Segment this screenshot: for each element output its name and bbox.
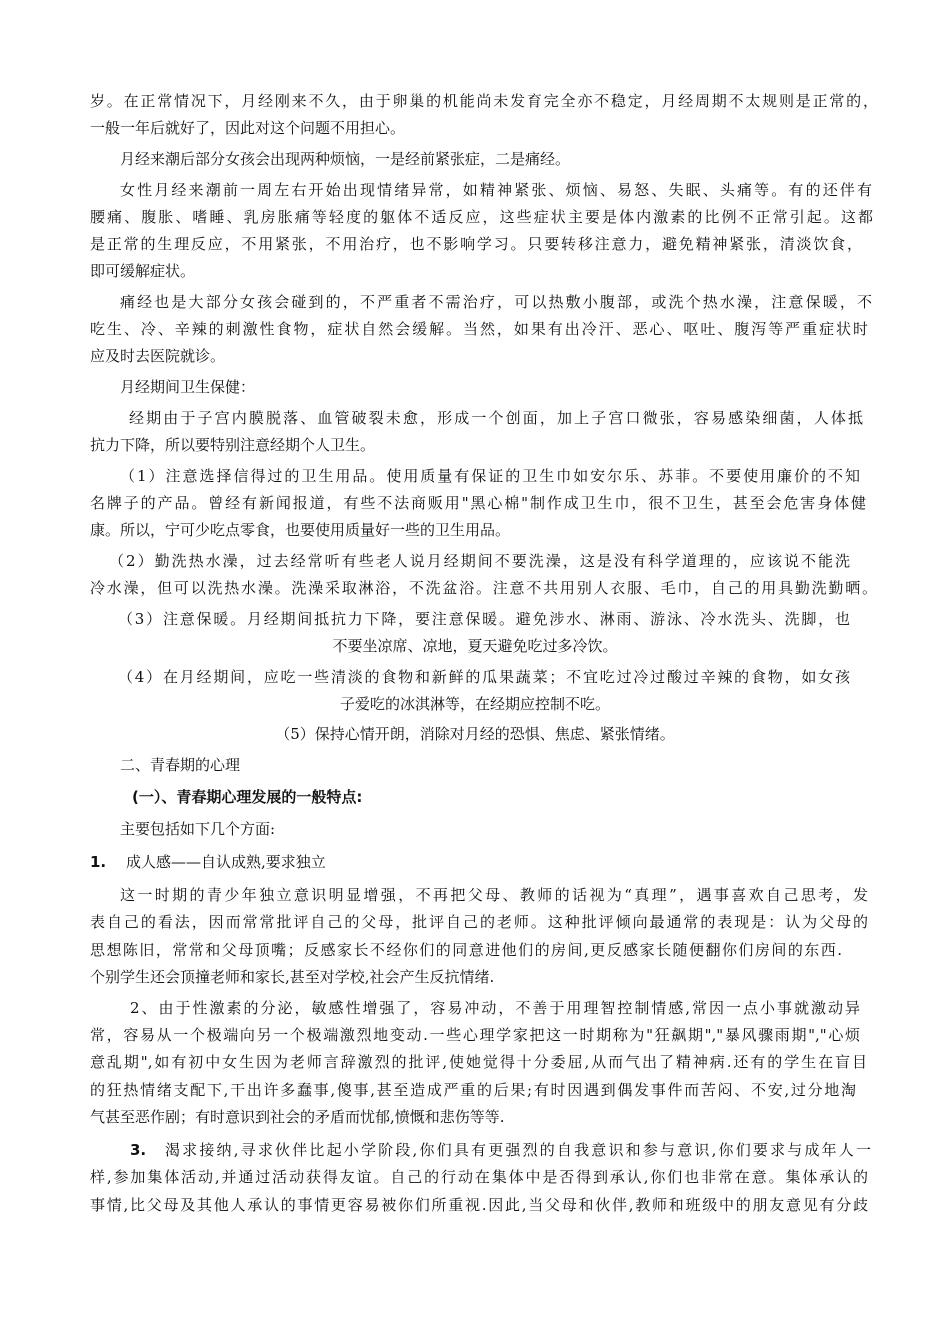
list-number: 1. [90,853,107,871]
text-line: 即可缓解症状。 [90,262,196,280]
text-line: 月经来潮后部分女孩会出现两种烦恼，一是经前紧张症，二是痛经。 [120,150,571,168]
text-line: 意乱期",如有初中女生因为老师言辞激烈的批评,使她觉得十分委屈,从而气出了精神病.还有的学生在盲目 [90,1053,867,1071]
text-line: 女性月经来潮前一周左右开始出现情绪异常，如精神紧张、烦恼、易怒、失眠、头痛等。有的还伴有 [120,181,872,199]
text-line: 样,参加集体活动,并通过活动获得友谊。自己的行动在集体中是否得到承认,你们也非常在意。集体承认的 [90,1168,868,1186]
text-line: 个别学生还会顶撞老师和家长,甚至对学校,社会产生反抗情绪. [90,968,495,986]
text-line: （4）在月经期间，应吃一些清淡的食物和新鲜的瓜果蔬菜；不宜吃过冷过酸过辛辣的食物，如女孩 [118,668,850,686]
text-line: 名牌子的产品。曾经有新闻报道，有些不法商贩用"黑心棉"制作成卫生巾，很不卫生，甚至会危害身体健 [90,494,866,512]
text-line: 常，容易从一个极端向另一个极端激烈地变动.一些心理学家把这一时期称为"狂飙期","暴风骤雨期","心烦 [90,1026,860,1044]
text-line: 痛经也是大部分女孩会碰到的，不严重者不需治疗，可以热敷小腹部，或洗个热水澡，注意保暖，不 [120,293,872,311]
text-line: （5）保持心情开朗，消除对月经的恐惧、焦虑、紧张情绪。 [275,725,675,743]
text-line: 气甚至恶作剧；有时意识到社会的矛盾而忧郁,愤慨和悲伤等等. [90,1108,505,1126]
text-line: 经期由于子宫内膜脱落、血管破裂未愈，形成一个创面，加上子宫口微张，容易感染细菌，人体抵 [129,409,863,427]
text-line: 月经期间卫生保健： [120,378,256,396]
text-line: 腰痛、腹胀、嗜睡、乳房胀痛等轻度的躯体不适反应，这些症状主要是体内激素的比例不正常引起。这都 [90,208,873,226]
text-line: 事情,比父母及其他人承认的事情更容易被你们所重视.因此,当父母和伙伴,教师和班级中的朋友意见有分歧 [90,1196,868,1214]
text-line: （1）注意选择信得过的卫生用品。使用质量有保证的卫生巾如安尔乐、苏菲。不要使用廉价的不知 [120,467,860,485]
section-heading: 二、青春期的心理 [120,756,241,774]
text-line: 这一时期的青少年独立意识明显增强，不再把父母、教师的话视为“真理”，遇事喜欢自己思考，发 [120,886,868,904]
text-line: 冷水澡，但可以洗热水澡。洗澡采取淋浴，不洗盆浴。注意不共用别人衣服、毛巾，自己的用具勤洗勤晒。 [90,579,877,597]
text-line: 不要坐凉席、凉地，夏天避免吃过多冷饮。 [332,637,618,655]
text-line: （3）注意保暖。月经期间抵抗力下降，要注意保暖。避免涉水、淋雨、游泳、冷水洗头、洗脚，也 [118,610,850,628]
text-line: 抗力下降，所以要特别注意经期个人卫生。 [90,436,376,454]
text-line: 的狂热情绪支配下,干出许多蠢事,傻事,甚至造成严重的后果;有时因遇到偶发事件而苦闷、不安,过分地淘 [90,1081,856,1099]
text-line: 2、由于性激素的分泌，敏感性增强了，容易冲动，不善于用理智控制情感,常因一点小事就激动异 [130,999,860,1017]
text-line: 一般一年后就好了，因此对这个问题不用担心。 [90,119,406,137]
list-number: 3. [130,1141,147,1159]
text-line: 思想陈旧，常常和父母顶嘴；反感家长不经你们的同意进他们的房间,更反感家长随便翻你们房间的东西. [90,941,842,959]
text-line: （2）勤洗热水澡，过去经常听有些老人说月经期间不要洗澡，这是没有科学道理的，应该说不能洗 [109,552,850,570]
text-line: 渴求接纳,寻求伙伴比起小学阶段,你们具有更强烈的自我意识和参与意识,你们要求与成年人一 [165,1141,871,1159]
text-line: 表自己的看法，因而常常批评自己的父母，批评自己的老师。这种批评倾向最通常的表现是：认为父母的 [90,913,868,931]
text-line: 应及时去医院就诊。 [90,347,226,365]
list-item-title: 成人感——自认成熟,要求独立 [126,853,326,871]
text-line: 是正常的生理反应，不用紧张，不用治疗，也不影响学习。只要转移注意力，避免精神紧张，清淡饮食， [90,235,862,253]
text-line: 吃生、冷、辛辣的刺激性食物，症状自然会缓解。当然，如果有出冷汗、恶心、呕吐、腹泻等严重症状时 [90,320,868,338]
text-line: 主要包括如下几个方面: [120,820,276,838]
subsection-heading: (一）、青春期心理发展的一般特点: [132,788,363,806]
text-line: 子爱吃的冰淇淋等，在经期应控制不吃。 [339,695,610,713]
text-line: 康。所以，宁可少吃点零食，也要使用质量好一些的卫生用品。 [90,521,511,539]
text-line: 岁。在正常情况下，月经刚来不久，由于卵巢的机能尚未发育完全亦不稳定，月经周期不太规则是正常的， [90,92,878,110]
